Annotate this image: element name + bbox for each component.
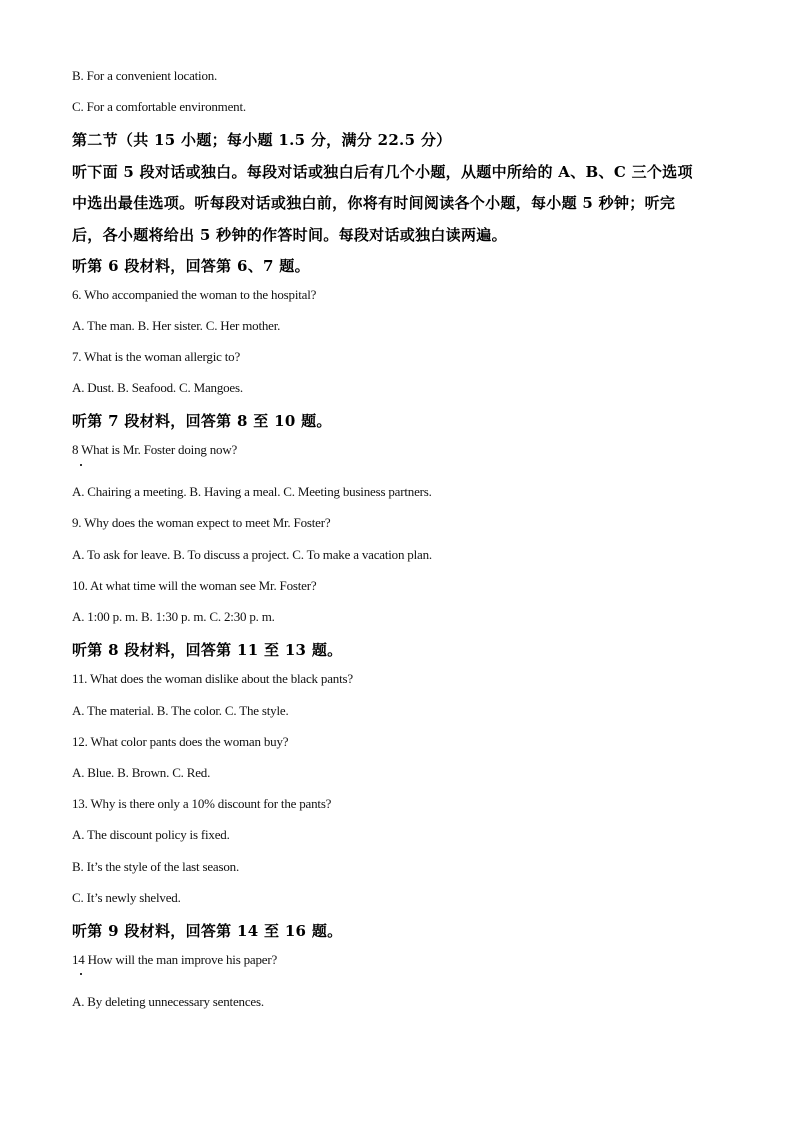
material-7-heading: 听第 7 段材料，回答第 8 至 10 题。 [72,412,332,430]
instructions-line-3: 后，各小题将给出 5 秒钟的作答时间。每段对话或独白读两遍。 [72,226,507,244]
question-13-option-c: C. It’s newly shelved. [72,890,181,905]
material-8-heading: 听第 8 段材料，回答第 11 至 13 题。 [72,641,343,659]
question-8: 8 What is Mr. Foster doing now? [72,442,238,457]
question-7-options: A. Dust. B. Seafood. C. Mangoes. [72,380,243,395]
question-13-option-a: A. The discount policy is fixed. [72,827,230,842]
option-c-comfortable-environment: C. For a comfortable environment. [72,99,246,114]
question-11: 11. What does the woman dislike about the black pants? [72,671,353,686]
section-two-heading: 第二节（共 15 小题；每小题 1.5 分，满分 22.5 分） [72,131,452,149]
question-6: 6. Who accompanied the woman to the hospital? [72,287,317,302]
question-6-options: A. The man. B. Her sister. C. Her mother. [72,318,281,333]
stray-dot-mark [80,464,82,466]
question-14-option-a: A. By deleting unnecessary sentences. [72,994,264,1009]
material-9-heading: 听第 9 段材料，回答第 14 至 16 题。 [72,922,343,940]
question-12: 12. What color pants does the woman buy? [72,734,289,749]
question-9: 9. Why does the woman expect to meet Mr. Foster? [72,515,331,530]
question-13-option-b: B. It’s the style of the last season. [72,859,239,874]
instructions-line-1: 听下面 5 段对话或独白。每段对话或独白后有几个小题，从题中所给的 A、B、C 三个选项 [72,163,693,181]
question-12-options: A. Blue. B. Brown. C. Red. [72,765,211,780]
question-7: 7. What is the woman allergic to? [72,349,241,364]
question-11-options: A. The material. B. The color. C. The style. [72,703,289,718]
material-6-heading: 听第 6 段材料，回答第 6、7 题。 [72,257,310,275]
question-14: 14 How will the man improve his paper? [72,952,278,967]
instructions-line-2: 中选出最佳选项。听每段对话或独白前，你将有时间阅读各个小题，每小题 5 秒钟；听完 [72,194,676,212]
option-b-convenient-location: B. For a convenient location. [72,68,218,83]
question-9-options: A. To ask for leave. B. To discuss a project. C. To make a vacation plan. [72,547,432,562]
question-10: 10. At what time will the woman see Mr. Foster? [72,578,317,593]
stray-dot-mark [80,973,82,975]
question-8-options: A. Chairing a meeting. B. Having a meal. C. Meeting business partners. [72,484,432,499]
question-10-options: A. 1:00 p. m. B. 1:30 p. m. C. 2:30 p. m. [72,609,275,624]
question-13: 13. Why is there only a 10% discount for the pants? [72,796,332,811]
